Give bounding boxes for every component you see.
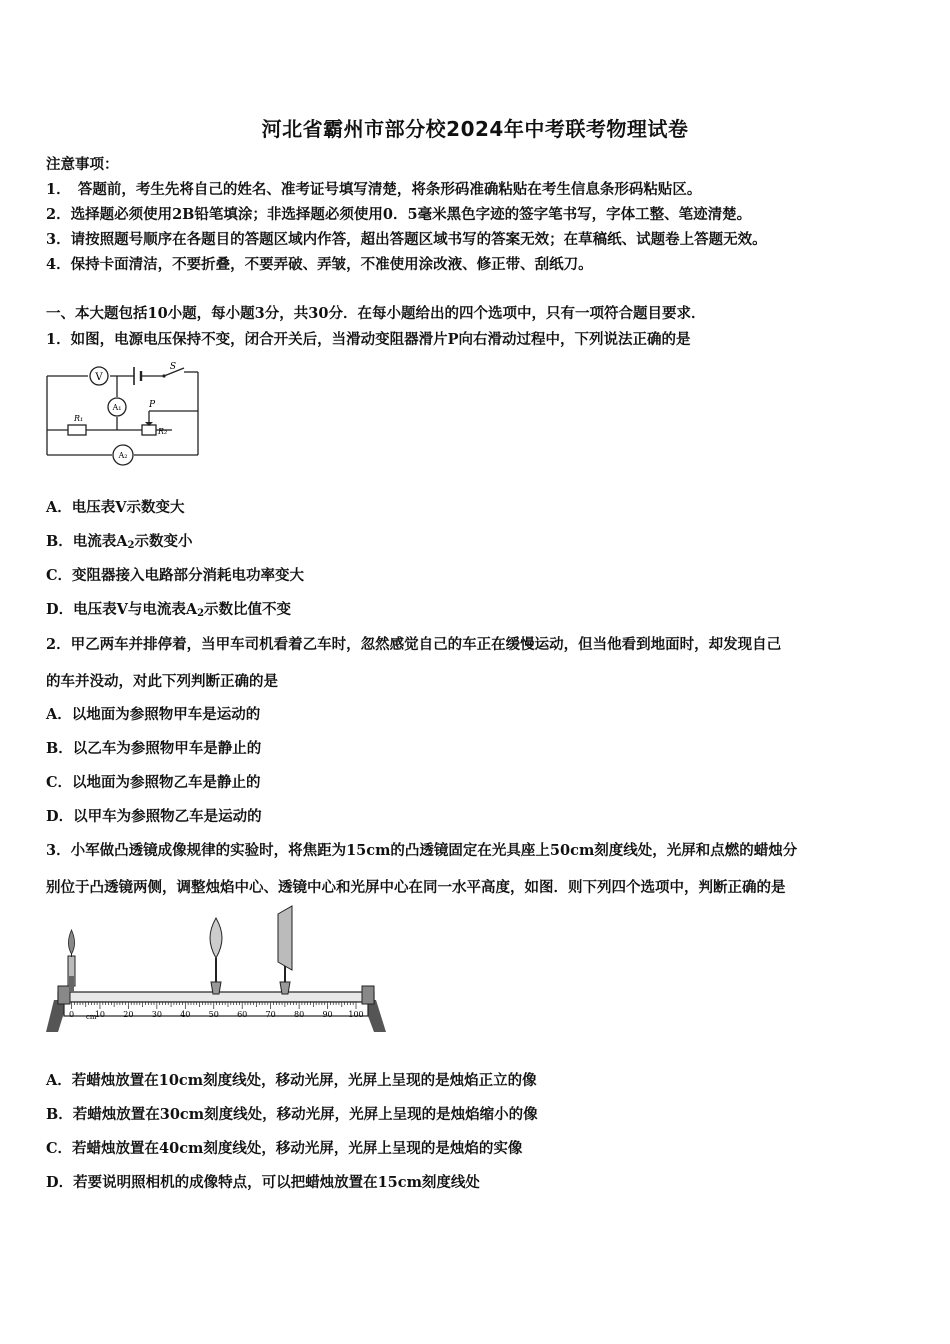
bench-tick-label: 60: [237, 1010, 248, 1019]
switch-label: S: [169, 362, 177, 372]
q3-option-d: D．若要说明照相机的成像特点，可以把蜡烛放置在15cm刻度线处: [46, 1174, 480, 1191]
page-title: 河北省霸州市部分校2024年中考联考物理试卷: [261, 117, 689, 141]
notice-heading: 注意事项：: [46, 156, 119, 173]
q2-stem: 的车并没动，对此下列判断正确的是: [46, 673, 278, 690]
r2-label: R₂: [158, 427, 168, 436]
q1-circuit-diagram: [44, 360, 204, 466]
bench-tick-label: 100: [348, 1010, 364, 1019]
q3-option-a: A．若蜡烛放置在10cm刻度线处，移动光屏，光屏上呈现的是烛焰正立的像: [46, 1072, 537, 1089]
r1-label: R₁: [74, 414, 84, 423]
bench-tick-label: 20: [123, 1010, 134, 1019]
q3-optical-bench-diagram: [44, 904, 390, 1038]
q1-option-b: B．电流表$A_2$示数变小: [46, 533, 193, 551]
notice-item: 1． 答题前，考生先将自己的姓名、准考证号填写清楚，将条形码准确粘贴在考生信息条形码粘贴区。: [46, 181, 702, 198]
slider-p-label: P: [148, 400, 156, 410]
bench-tick-label: 70: [265, 1010, 276, 1019]
q2-option-a: A．以地面为参照物甲车是运动的: [46, 706, 261, 723]
bench-tick-label: 50: [208, 1010, 219, 1019]
q1-option-a: A．电压表V示数变大: [46, 499, 185, 516]
q1-stem: 1．如图，电源电压保持不变，闭合开关后，当滑动变阻器滑片P向右滑动过程中，下列说法正确的是: [46, 331, 691, 348]
bench-tick-label: 10: [94, 1010, 106, 1019]
voltmeter-label: V: [95, 372, 103, 383]
q2-option-b: B．以乙车为参照物甲车是静止的: [46, 740, 262, 757]
notice-item: 3．请按照题号顺序在各题目的答题区域内作答，超出答题区域书写的答案无效；在草稿纸、试题卷上答题无效。: [46, 231, 767, 248]
q1-option-c: C．变阻器接入电路部分消耗电功率变大: [46, 567, 305, 584]
q1-option-d: D．电压表V与电流表$A_2$示数比值不变: [46, 601, 292, 619]
bench-tick-label: 40: [180, 1010, 191, 1019]
bench-tick-label: 80: [294, 1010, 305, 1019]
notice-item: 4．保持卡面清洁，不要折叠，不要弄破、弄皱，不准使用涂改液、修正带、刮纸刀。: [46, 256, 593, 273]
section-heading: 一、本大题包括10小题，每小题3分，共30分．在每小题给出的四个选项中，只有一项符合题目要求．: [46, 305, 706, 322]
notice-item: 2．选择题必须使用2B铅笔填涂；非选择题必须使用0．5毫米黑色字迹的签字笔书写，字体工整、笔迹清楚。: [46, 206, 752, 223]
bench-tick-label: 30: [151, 1010, 162, 1019]
bench-tick-label: 0: [68, 1010, 75, 1019]
q2-option-d: D．以甲车为参照物乙车是运动的: [46, 808, 262, 825]
bench-tick-label: 90: [322, 1010, 333, 1019]
q3-stem: 3．小军做凸透镜成像规律的实验时，将焦距为15cm的凸透镜固定在光具座上50cm刻度线处，光屏和点燃的蜡烛分: [46, 842, 798, 859]
bench-unit-label: cm: [86, 1013, 97, 1021]
q3-option-c: C．若蜡烛放置在40cm刻度线处，移动光屏，光屏上呈现的是烛焰的实像: [46, 1140, 523, 1157]
q2-option-c: C．以地面为参照物乙车是静止的: [46, 774, 261, 791]
q3-option-b: B．若蜡烛放置在30cm刻度线处，移动光屏，光屏上呈现的是烛焰缩小的像: [46, 1106, 538, 1123]
ammeter-a2-label: A₂: [118, 451, 128, 460]
ammeter-a1-label: A₁: [112, 403, 122, 412]
q3-stem: 别位于凸透镜两侧，调整烛焰中心、透镜中心和光屏中心在同一水平高度，如图．则下列四个选项中，判断正确的是: [46, 879, 786, 896]
q2-stem: 2．甲乙两车并排停着，当甲车司机看着乙车时，忽然感觉自己的车正在缓慢运动，但当他看到地面时，却发现自己: [46, 636, 782, 653]
